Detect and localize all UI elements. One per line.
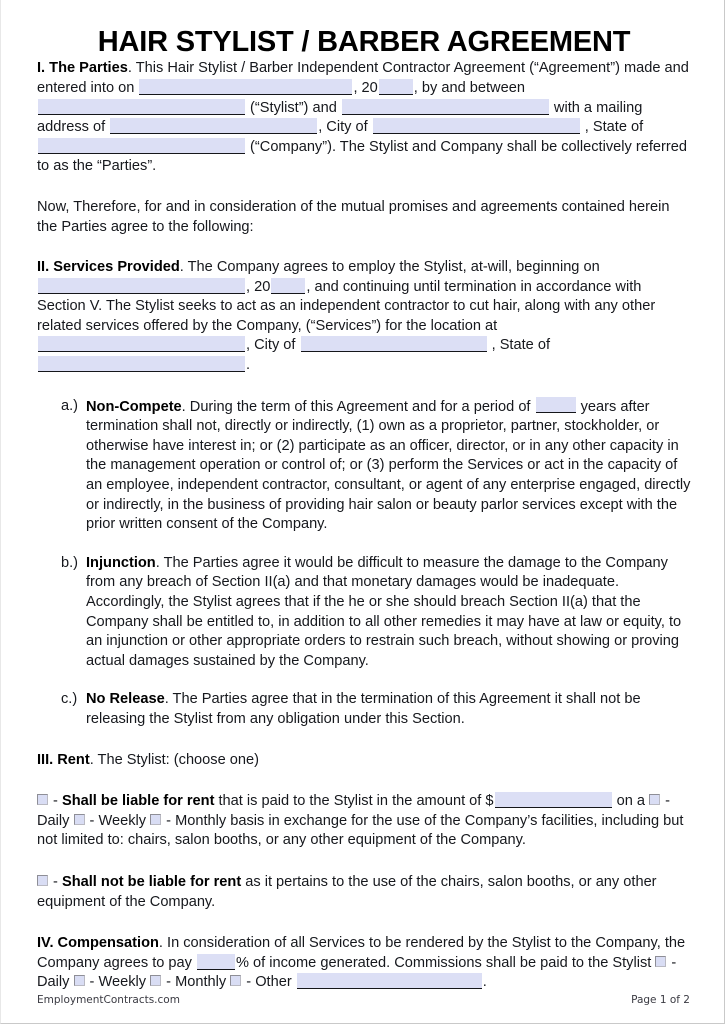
- section-services-heading: II. Services Provided: [37, 259, 180, 276]
- parties-text-4: (“Stylist”) and: [246, 99, 341, 116]
- commission-daily-label: - Daily: [37, 954, 677, 991]
- parties-text-6: , City of: [318, 119, 372, 136]
- rent-text-1: . The Stylist: (choose one): [89, 751, 259, 768]
- rent-option-not-liable: [37, 873, 691, 912]
- parties-text-7: , State of: [580, 119, 644, 136]
- rent-liable-dash: -: [49, 793, 62, 810]
- checkbox-shall-not-be-liable-icon[interactable]: [37, 875, 48, 886]
- rent-option-liable: [37, 792, 691, 851]
- parties-address-blank[interactable]: [110, 118, 317, 134]
- parties-city-blank[interactable]: [373, 118, 580, 134]
- services-text-2: , 20: [246, 278, 271, 295]
- parties-company-name-blank[interactable]: [342, 99, 549, 115]
- spacer: [37, 535, 691, 554]
- clause-marker-a: a.): [61, 397, 79, 414]
- parties-date-blank[interactable]: [139, 79, 352, 95]
- services-year-blank[interactable]: [271, 278, 305, 294]
- section-parties-heading: I. The Parties: [37, 60, 128, 77]
- commission-weekly-label: - Weekly: [85, 974, 151, 991]
- page-footer: [37, 994, 690, 1006]
- footer-divider: [1, 980, 724, 981]
- rent-liable-label: Shall be liable for rent: [61, 793, 215, 810]
- commission-other-blank[interactable]: [297, 973, 482, 989]
- checkbox-shall-be-liable-icon[interactable]: [37, 794, 48, 805]
- clause-heading-non-compete: Non-Compete: [86, 398, 182, 415]
- parties-text-2: , 20: [353, 79, 378, 96]
- clause-c-text-1: . The Parties agree that in the termination of this Agreement it shall not be releasing the Stylist from any obligation under this Section.: [86, 691, 641, 727]
- compensation-text-2: % of income generated. Commissions shall be paid to the Stylist: [236, 954, 656, 971]
- spacer: [37, 912, 691, 934]
- spacer: [37, 237, 691, 258]
- services-state-blank[interactable]: [38, 356, 245, 372]
- section-compensation-heading: IV. Compensation: [37, 935, 159, 952]
- compensation-text-3: .: [482, 974, 487, 991]
- clause-injunction: [37, 554, 691, 672]
- spacer: [37, 770, 691, 792]
- section-compensation: [37, 934, 691, 993]
- clause-marker-c: c.): [61, 691, 78, 708]
- rent-liable-text-2: on a: [612, 793, 650, 810]
- rent-amount-blank[interactable]: [495, 792, 612, 808]
- services-text-5: , State of: [487, 337, 550, 354]
- parties-text-1: . This Hair Stylist / Barber Independent Contractor Agreement (“Agreement”) made and entered into on: [37, 60, 689, 96]
- section-rent: [37, 751, 691, 771]
- section-services: [37, 258, 691, 376]
- spacer: [37, 671, 691, 690]
- services-text-6: .: [246, 357, 251, 374]
- clause-heading-injunction: Injunction: [86, 554, 156, 571]
- parties-text-8: (“Company”). The Stylist and Company shall be collectively referred to as the “Parties”.: [37, 138, 687, 175]
- clause-no-release: [37, 690, 691, 729]
- non-compete-years-blank[interactable]: [536, 397, 576, 413]
- spacer: [37, 376, 691, 397]
- clause-marker-b: b.): [61, 554, 79, 571]
- rent-not-liable-dash: -: [49, 873, 62, 890]
- compensation-percent-blank[interactable]: [197, 954, 235, 970]
- rent-not-liable-label: Shall not be liable for rent: [61, 873, 242, 890]
- services-text-3: , and continuing until termination in accordance with Section V. The Stylist seeks to act as an independent contractor to cut hair, along with any other related services offered by the Company, (“Services”) for the location at: [37, 278, 656, 334]
- rent-monthly-label: - Monthly basis in exchange for the use of the Company’s facilities, including but not limited to: chairs, salon booths, or any other equipment of the Company.: [37, 812, 684, 849]
- clause-list: [37, 397, 691, 730]
- parties-stylist-name-blank[interactable]: [38, 99, 245, 115]
- parties-text-3: , by and between: [413, 79, 525, 96]
- parties-text-5: with a mailing address of: [37, 99, 643, 136]
- clause-a-text-1: . During the term of this Agreement and for a period of: [181, 398, 535, 415]
- clause-b-text-1: . The Parties agree it would be difficult to measure the damage to the Company from any breach of Section II(a) and that monetary damages would be inadequate. Accordingly, the Stylist agrees that if the he or she should breach Section II(a) that the Company shall be entitled to, in addition to all other remedies it may have at law or equity, to an injunction or other appropriate orders to restrain such breach, without showing or proving actual damages sustained by the Company.: [86, 554, 682, 669]
- checkbox-commission-daily-icon[interactable]: [655, 956, 666, 967]
- services-start-date-blank[interactable]: [38, 278, 245, 294]
- commission-other-label: - Other: [242, 974, 296, 991]
- services-location-blank[interactable]: [38, 336, 245, 352]
- section-parties: [37, 59, 691, 177]
- rent-daily-label: - Daily: [37, 793, 670, 829]
- rent-not-liable-text-1: as it pertains to the use of the chairs, salon booths, or any other equipment of the Company.: [37, 873, 657, 910]
- commission-monthly-label: - Monthly: [162, 974, 231, 991]
- clause-non-compete: [37, 397, 691, 535]
- services-text-1: . The Company agrees to employ the Stylist, at-will, beginning on: [179, 259, 600, 276]
- checkbox-rent-weekly-icon[interactable]: [74, 814, 85, 825]
- clause-heading-no-release: No Release: [86, 691, 165, 708]
- page-content: [37, 0, 691, 993]
- compensation-text-1: . In consideration of all Services to be rendered by the Stylist to the Company, the Company agrees to pay: [37, 935, 686, 971]
- parties-year-blank[interactable]: [379, 79, 413, 95]
- clause-a-text-2: years after termination shall not, directly or indirectly, (1) own as a proprietor, partner, stockholder, or otherwise have interest in; or (2) participate as an officer, director, or in any other capacity in the management operation or control of; or (3) perform the Services or act in the capacity of an employee, independent contractor, consultant, or agent of any enterprise engaged, directly or indirectly, in the business of providing hair salon or beauty parlor services except with the prior written consent of the Company.: [86, 398, 691, 533]
- services-city-blank[interactable]: [301, 336, 487, 352]
- services-text-4: , City of: [246, 337, 300, 354]
- section-rent-heading: III. Rent: [37, 751, 90, 768]
- spacer: [37, 730, 691, 751]
- checkbox-rent-daily-icon[interactable]: [649, 794, 660, 805]
- now-therefore-paragraph: Now, Therefore, for and in consideration of the mutual promises and agreements contained herein the Parties agree to the following:: [37, 198, 670, 235]
- spacer: [37, 851, 691, 873]
- checkbox-rent-monthly-icon[interactable]: [150, 814, 161, 825]
- parties-state-blank[interactable]: [38, 138, 245, 154]
- rent-weekly-label: - Weekly: [85, 812, 151, 829]
- spacer: [37, 177, 691, 198]
- page-title: HAIR STYLIST / BARBER AGREEMENT: [97, 26, 631, 58]
- footer-site-name: EmploymentContracts.com: [37, 994, 180, 1006]
- rent-liable-text-1: that is paid to the Stylist in the amount of $: [214, 793, 494, 810]
- footer-page-number: Page 1 of 2: [631, 994, 690, 1006]
